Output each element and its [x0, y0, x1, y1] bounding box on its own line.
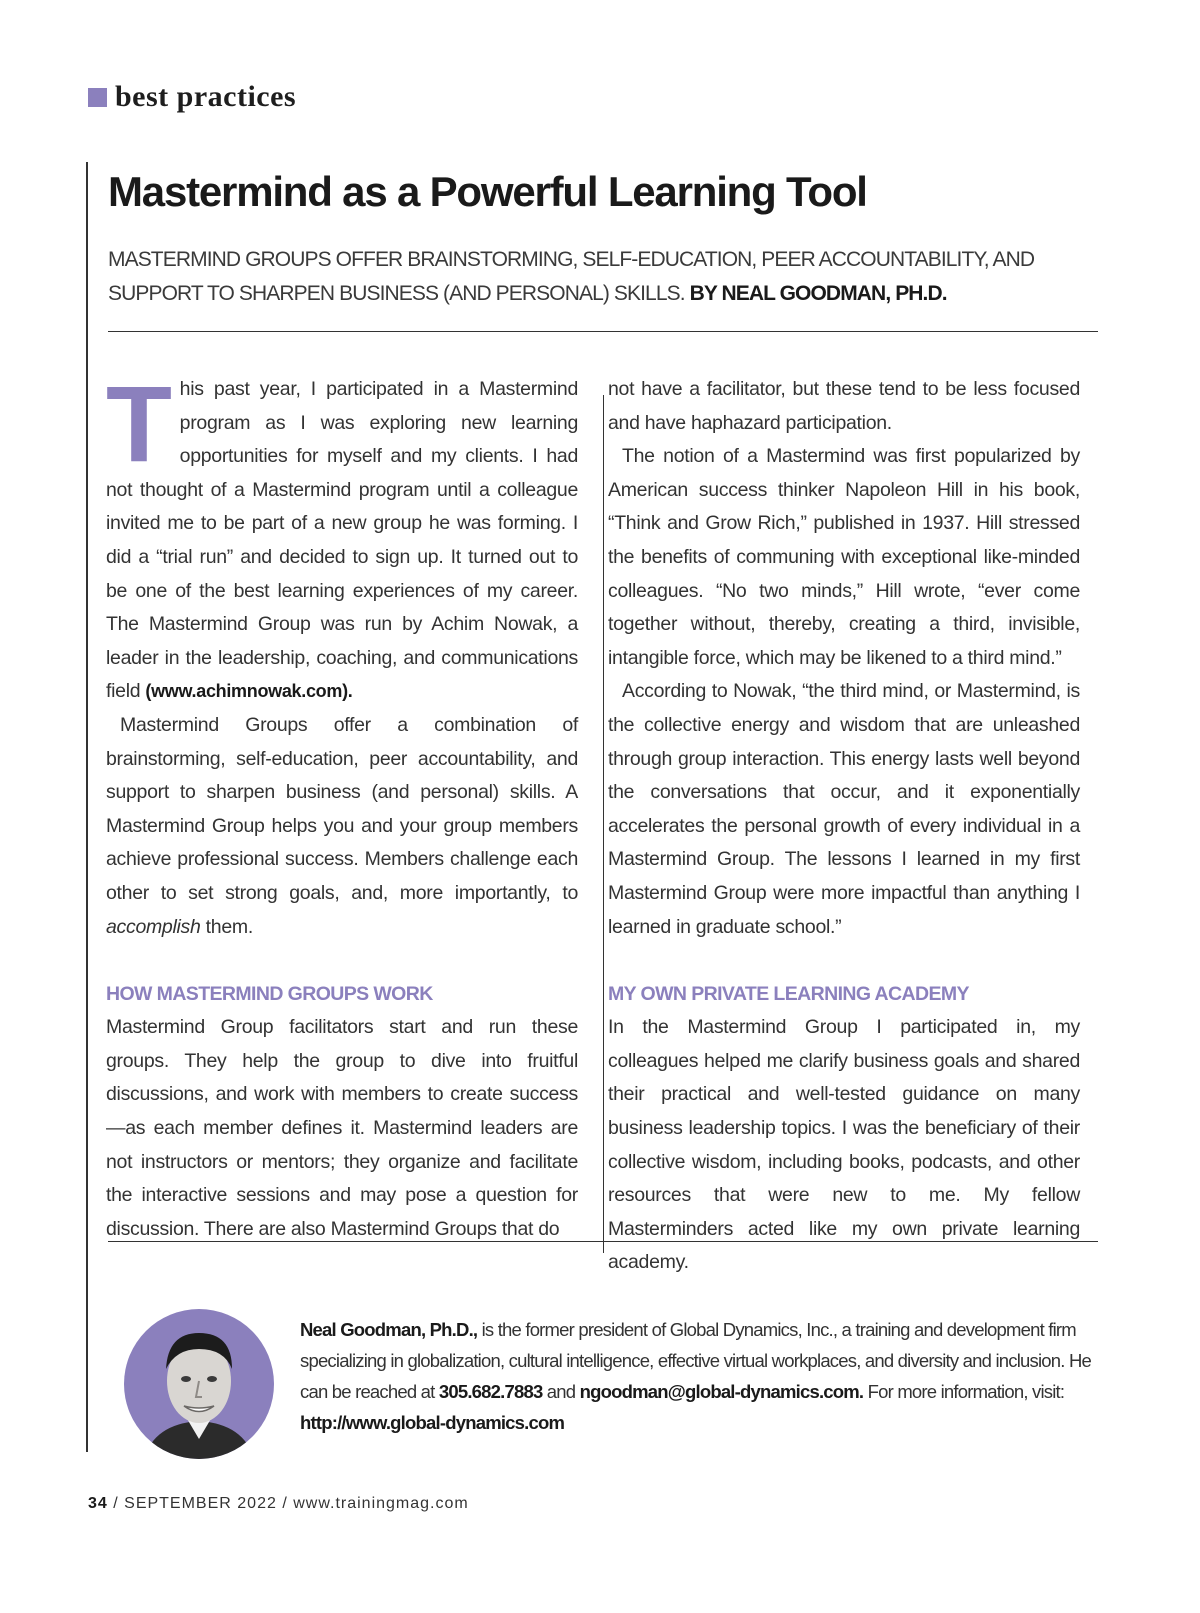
dropcap: T	[106, 363, 172, 484]
page-number: 34	[88, 1495, 108, 1512]
bio-name: Neal Goodman, Ph.D.,	[300, 1319, 478, 1340]
footer-site[interactable]: www.trainingmag.com	[293, 1495, 469, 1512]
deck-text: MASTERMIND GROUPS OFFER BRAINSTORMING, SELF-EDUCATION, PEER ACCOUNTABILITY, AND SUPPORT TO SHARPEN BUSINESS (AND PERSONAL) SKILLS.	[108, 248, 1035, 305]
byline: BY NEAL GOODMAN, PH.D.	[689, 282, 947, 305]
footer-date: / SEPTEMBER 2022 /	[113, 1495, 288, 1512]
bio-url[interactable]: http://www.global-dynamics.com	[300, 1412, 565, 1433]
paragraph-text: Mastermind Groups offer a combination of brainstorming, self-education, peer accountability, and support to sharpen business (and personal) skills. A Mastermind Group helps you and your group members achieve professional success. Members challenge each other to set strong goals, and, more importantly, to	[106, 713, 578, 904]
intro-text: his past year, I participated in a Mastermind program as I was exploring new learning opportunities for myself and my clients. I had not thought of a Mastermind program until a colleague invited me to be part of a new group he was forming. I did a “trial run” and decided to sign up. It turned out to be one of the best learning experiences of my career. The Mastermind Group was run by Achim Nowak, a leader in the leadership, coaching, and communications field	[106, 378, 578, 703]
paragraph-nowak-quote: According to Nowak, “the third mind, or Mastermind, is the collective energy and wisdom that are unleashed through group interaction. This energy lasts well beyond the conversations that occur, and it exponentially accelerates the personal growth of every individual in a Mastermind Group. The lessons I learned in my first Mastermind Group were more impactful than anything I learned in graduate school.”	[608, 680, 1080, 938]
author-portrait-icon	[124, 1309, 274, 1459]
paragraph-end: them.	[205, 915, 253, 938]
bottom-horizontal-rule	[108, 1241, 1098, 1242]
section-square-icon	[88, 88, 107, 107]
paragraph-napoleon-hill: The notion of a Mastermind was first popularized by American success thinker Napoleon Hill in his book, “Think and Grow Rich,” published in 1937. Hill stressed the benefits of communing with exceptional like-minded colleagues. “No two minds,” Hill wrote, “ever come together without, thereby, creating a third, invisible, intangible force, which may be likened to a third mind.”	[608, 445, 1080, 669]
bio-phone[interactable]: 305.682.7883	[438, 1381, 543, 1402]
paragraph-mastermind-groups	[106, 709, 578, 944]
author-photo	[124, 1309, 274, 1459]
paragraph-private-academy: In the Mastermind Group I participated in, my colleagues helped me clarify business goals and shared their practical and well-tested guidance on many business leadership topics. I was the beneficiary of their collective wisdom, including books, podcasts, and other resources that were new to me. My fellow Masterminders acted like my own private learning academy.	[608, 1016, 1080, 1274]
paragraph-continued: not have a facilitator, but these tend to be less focused and have haphazard participation.	[608, 378, 1080, 434]
left-vertical-rule	[86, 162, 88, 1452]
left-column	[106, 363, 578, 1246]
bio-and: and	[546, 1381, 576, 1402]
article-deck	[108, 243, 1098, 311]
section-tag	[88, 80, 296, 114]
top-horizontal-rule	[108, 331, 1098, 332]
page-footer	[88, 1495, 469, 1513]
paragraph-intro	[106, 363, 578, 709]
heading-my-own-private-learning-academy: MY OWN PRIVATE LEARNING ACADEMY	[608, 982, 969, 1005]
column-divider	[603, 395, 604, 1253]
emphasis-word: accomplish	[106, 915, 201, 938]
achimnowak-link[interactable]: (www.achimnowak.com).	[145, 681, 353, 702]
heading-how-mastermind-groups-work: HOW MASTERMIND GROUPS WORK	[106, 982, 433, 1005]
author-bio	[300, 1314, 1100, 1438]
spacer	[106, 944, 578, 978]
paragraph-facilitators: Mastermind Group facilitators start and run these groups. They help the group to dive into fruitful discussions, and work with members to create success—as each member defines it. Mastermind leaders are not instructors or mentors; they organize and facilitate the interactive sessions and may pose a question for discussion. There are also Mastermind Groups that do	[106, 1016, 578, 1240]
section-label: best practices	[115, 80, 297, 113]
spacer	[608, 944, 1080, 978]
article-title: Mastermind as a Powerful Learning Tool	[108, 168, 867, 215]
bio-text: is the former president of Global Dynamics, Inc., a training and development firm specializing in globalization, cultural intelligence, effective virtual workplaces, and diversity and inclusion. He can be reached at	[300, 1319, 1091, 1402]
right-column	[608, 373, 1080, 1280]
bio-email[interactable]: ngoodman@global-dynamics.com.	[579, 1381, 864, 1402]
bio-more-info: For more information, visit:	[867, 1381, 1065, 1402]
